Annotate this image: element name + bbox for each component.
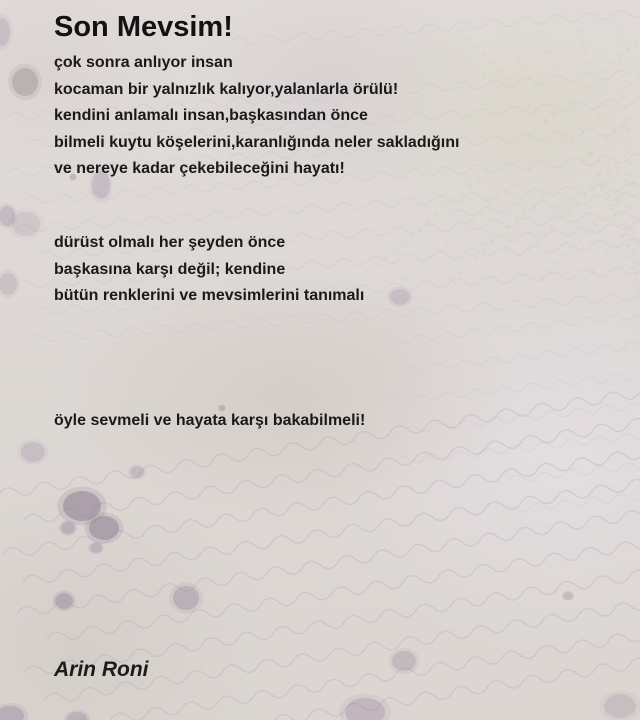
poem-stanza-1 [54, 50, 459, 183]
poem-line: çok sonra anlıyor insan [54, 54, 233, 71]
poem-line: dürüst olmalı her şeyden önce [54, 234, 286, 251]
poem-title: Son Mevsim! [54, 11, 233, 43]
poem-line: bütün renklerini ve mevsimlerini tanımalı [54, 287, 365, 304]
poem-line: başkasına karşı değil; kendine [54, 260, 286, 278]
poem-stanza-2 [54, 230, 364, 310]
poem-line: öyle sevmeli ve hayata karşı bakabilmeli! [54, 412, 366, 429]
author-signature: Arin Roni [54, 658, 149, 681]
poem-line: bilmeli kuytu köşelerini,karanlığında neler sakladığını [54, 133, 460, 151]
poem-line: kocaman bir yalnızlık kalıyor,yalanlarla örülü! [54, 80, 399, 98]
poem-line: kendini anlamalı insan,başkasından önce [54, 107, 368, 124]
poem-line: ve nereye kadar çekebileceğini hayatı! [54, 160, 345, 177]
poem-stanza-3 [54, 408, 365, 435]
